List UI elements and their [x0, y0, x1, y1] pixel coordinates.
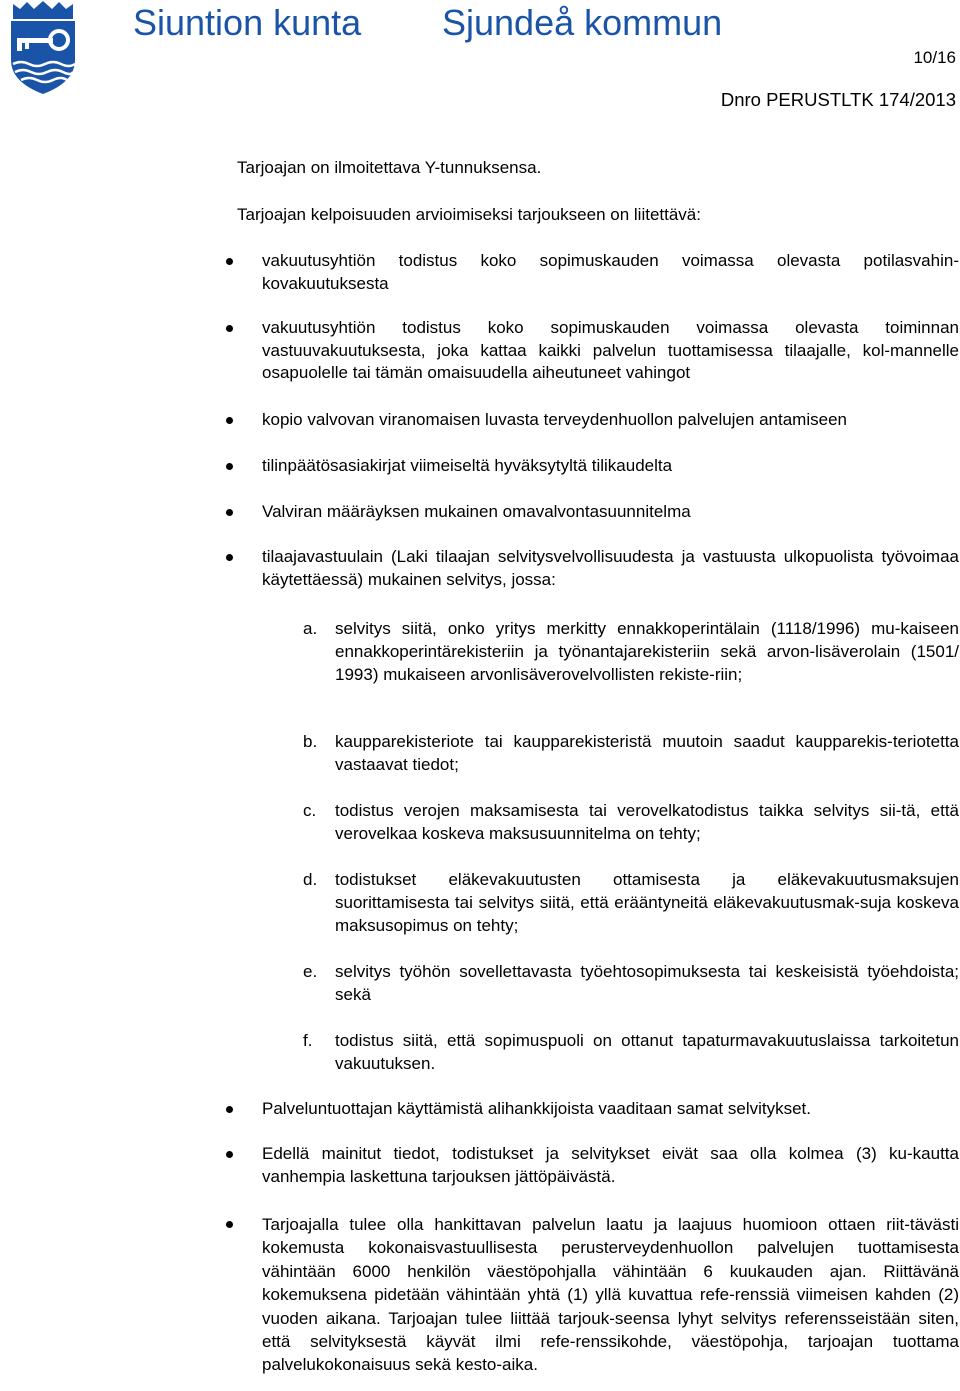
list-item: vakuutusyhtiön todistus koko sopimuskauden voimassa olevasta toiminnan vastuuvakuutuksesta, joka kattaa kaikki palvelun tuottamisessa tilaajalle, kol-mannelle osapuolelle tai tämän omaisuudella aiheutuneet vahingot [262, 318, 959, 382]
subitem-text: kaupparekisteriote tai kaupparekisteristä muutoin saadut kaupparekis-teriotetta vastaavat tiedot; [335, 732, 959, 774]
bullet-marker [226, 1151, 233, 1158]
subitem-marker: b. [303, 732, 318, 751]
intro-attachments-heading: Tarjoajan kelpoisuuden arvioimiseksi tarjoukseen on liitettävä: [237, 205, 701, 224]
subitem-text: selvitys siitä, onko yritys merkitty ennakkoperintälain (1118/1996) mu-kaiseen ennakkoperintärekisteriin ja työnantajarekisteriin sekä arvon-lisäverolain (1501/ 1993) mukaiseen arvonlisäverovelvollisten rekiste-riin; [335, 619, 959, 684]
municipal-crest-logo [3, 0, 83, 96]
subitem-marker: f. [303, 1031, 313, 1050]
list-item: kopio valvovan viranomaisen luvasta terveydenhuollon palvelujen antamiseen [262, 410, 847, 429]
municipality-name-swedish: Sjundeå kommun [442, 2, 723, 43]
list-item: Palveluntuottajan käyttämistä alihankkijoista vaaditaan samat selvitykset. [262, 1099, 812, 1118]
page-number: 10/16 [913, 48, 956, 67]
list-item: Tarjoajalla tulee olla hankittavan palvelun laatu ja laajuus huomioon ottaen riit-tävästi kokemusta kokonaisvastuullisesta perusterveydenhuollon palvelujen tuottamisesta vähintään 6000 henkilön väestöpohjalla vähintään 6 kuukauden ajan. Riittävänä kokemuksena pidetään vähintään yhtä (1) yllä kuvattua refe-renssiä viimeisen kahden (2) vuoden aikana. Tarjoajan tulee liittää tarjouk-seensa lyhyt selvitys referensseistään siten, että selvityksestä käyvät ilmi refe-renssikohde, väestöpohja, tarjoajan tuottama palvelukokonaisuus sekä kesto-aika. [262, 1215, 959, 1375]
bullet-marker [226, 1221, 233, 1228]
bullet-marker [226, 1106, 233, 1113]
intro-business-id-note: Tarjoajan on ilmoitettava Y-tunnuksensa. [237, 158, 542, 177]
subitem-marker: e. [303, 962, 318, 981]
subitem-text: todistus siitä, että sopimuspuoli on ottanut tapaturmavakuutuslaissa tarkoitetun vakuutuksen. [335, 1031, 959, 1073]
bullet-marker [226, 554, 233, 561]
list-item: tilaajavastuulain (Laki tilaajan selvitysvelvollisuudesta ja vastuusta ulkopuolista työvoimaa käytettäessä) mukainen selvitys, jossa: [262, 547, 959, 589]
bullet-marker [226, 417, 233, 424]
bullet-marker [226, 325, 233, 332]
list-item: Valviran määräyksen mukainen omavalvontasuunnitelma [262, 502, 691, 521]
list-item: vakuutusyhtiön todistus koko sopimuskauden voimassa olevasta potilasvahin-kovakuutuksesta [262, 251, 959, 293]
subitem-marker: d. [303, 870, 318, 889]
bullet-marker [226, 258, 233, 265]
list-item: Edellä mainitut tiedot, todistukset ja selvitykset eivät saa olla kolmea (3) ku-kautta vanhempia laskettuna tarjouksen jättöpäivästä. [262, 1144, 959, 1186]
municipality-name-finnish: Siuntion kunta [133, 2, 362, 43]
subitem-marker: c. [303, 801, 317, 820]
subitem-marker: a. [303, 619, 318, 638]
bullet-marker [226, 463, 233, 470]
subitem-text: todistus verojen maksamisesta tai verovelkatodistus taikka selvitys sii-tä, että verovelkaa koskeva maksusuunnitelma on tehty; [335, 801, 959, 843]
document-reference-number: Dnro PERUSTLTK 174/2013 [720, 89, 956, 110]
subitem-text: selvitys työhön sovellettavasta työehtosopimuksesta tai keskeisistä työehdoista; sekä [335, 962, 959, 1004]
subitem-text: todistukset eläkevakuutusten ottamisesta ja eläkevakuutusmaksujen suorittamisesta tai selvitys siitä, että erääntyneitä eläkevakuutusmak-suja koskeva maksusopimus on tehty; [335, 870, 959, 935]
list-item: tilinpäätösasiakirjat viimeiseltä hyväksytyltä tilikaudelta [262, 456, 673, 475]
bullet-marker [226, 509, 233, 516]
